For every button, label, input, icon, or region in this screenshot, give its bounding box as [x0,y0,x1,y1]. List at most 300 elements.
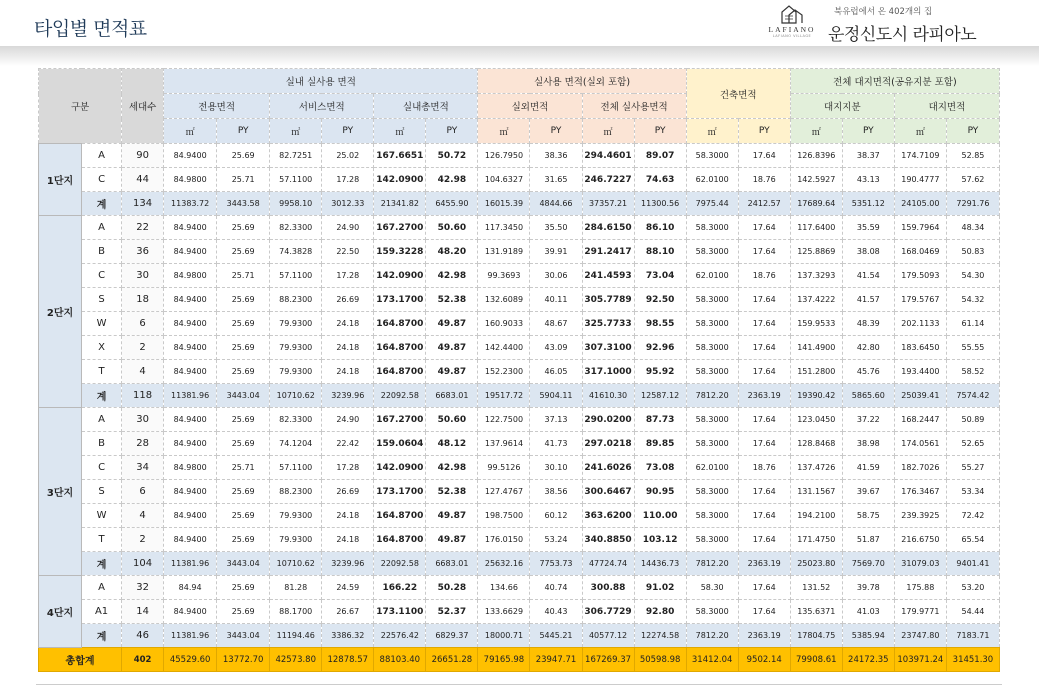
value-cell: 43.09 [530,336,582,360]
table-row [39,480,1000,504]
value-cell: 95.92 [634,360,686,384]
value-cell: 41610.30 [582,384,634,408]
value-cell: 171.4750 [790,528,842,552]
value-cell: 52.85 [946,144,999,168]
value-cell: 22.50 [322,240,374,264]
unit-header: PY [946,119,999,144]
header-group-building: 건축면적 [686,69,790,119]
value-cell: 198.7500 [478,504,530,528]
value-cell: 88.2300 [270,480,322,504]
value-cell: 38.56 [530,480,582,504]
value-cell: 50.72 [426,144,478,168]
value-cell: 35.59 [842,216,894,240]
value-cell: 58.3000 [686,288,738,312]
units-cell: 6 [122,312,164,336]
value-cell: 30.10 [530,456,582,480]
value-cell: 57.1100 [270,168,322,192]
value-cell: 58.3000 [686,432,738,456]
type-cell: S [82,480,122,504]
value-cell: 39.67 [842,480,894,504]
value-cell: 173.1100 [374,600,426,624]
value-cell: 73.08 [634,456,686,480]
value-cell: 164.8700 [374,504,426,528]
value-cell: 2363.19 [738,624,790,648]
value-cell: 159.3228 [374,240,426,264]
grand-total-value: 9502.14 [738,648,790,672]
value-cell: 42.98 [426,264,478,288]
value-cell: 54.44 [946,600,999,624]
value-cell: 48.20 [426,240,478,264]
value-cell: 152.2300 [478,360,530,384]
value-cell: 5445.21 [530,624,582,648]
value-cell: 48.67 [530,312,582,336]
value-cell: 35.50 [530,216,582,240]
type-cell: S [82,288,122,312]
value-cell: 17.64 [738,336,790,360]
value-cell: 17.28 [322,168,374,192]
value-cell: 16015.39 [478,192,530,216]
unit-header: ㎡ [790,119,842,144]
value-cell: 48.12 [426,432,478,456]
value-cell: 37.22 [842,408,894,432]
grand-total-value: 45529.60 [164,648,217,672]
value-cell: 325.7733 [582,312,634,336]
table-row [39,336,1000,360]
value-cell: 5904.11 [530,384,582,408]
value-cell: 72.42 [946,504,999,528]
value-cell: 317.1000 [582,360,634,384]
value-cell: 58.30 [686,576,738,600]
value-cell: 17.64 [738,288,790,312]
value-cell: 58.3000 [686,504,738,528]
value-cell: 21341.82 [374,192,426,216]
value-cell: 49.87 [426,504,478,528]
value-cell: 25.69 [217,480,270,504]
subtotal-row [39,552,1000,576]
table-body [39,144,1000,672]
value-cell: 50.60 [426,408,478,432]
value-cell: 25.69 [217,600,270,624]
table-row [39,168,1000,192]
type-cell: C [82,456,122,480]
value-cell: 84.94 [164,576,217,600]
value-cell: 137.3293 [790,264,842,288]
value-cell: 17.64 [738,504,790,528]
value-cell: 7812.20 [686,384,738,408]
value-cell: 294.4601 [582,144,634,168]
value-cell: 3443.04 [217,552,270,576]
value-cell: 300.6467 [582,480,634,504]
value-cell: 58.3000 [686,240,738,264]
value-cell: 24.59 [322,576,374,600]
value-cell: 25.69 [217,528,270,552]
value-cell: 84.9400 [164,216,217,240]
value-cell: 25.69 [217,288,270,312]
value-cell: 7812.20 [686,552,738,576]
value-cell: 79.9300 [270,528,322,552]
units-cell: 134 [122,192,164,216]
value-cell: 84.9800 [164,168,217,192]
value-cell: 17.64 [738,216,790,240]
value-cell: 135.6371 [790,600,842,624]
value-cell: 40577.12 [582,624,634,648]
value-cell: 37.13 [530,408,582,432]
value-cell: 98.55 [634,312,686,336]
value-cell: 164.8700 [374,336,426,360]
value-cell: 86.10 [634,216,686,240]
value-cell: 25.69 [217,360,270,384]
value-cell: 24.90 [322,216,374,240]
value-cell: 82.3300 [270,216,322,240]
value-cell: 17804.75 [790,624,842,648]
table-row [39,600,1000,624]
value-cell: 6683.01 [426,552,478,576]
table-row [39,504,1000,528]
value-cell: 84.9400 [164,432,217,456]
units-cell: 46 [122,624,164,648]
value-cell: 18.76 [738,456,790,480]
value-cell: 79.9300 [270,504,322,528]
value-cell: 37357.21 [582,192,634,216]
value-cell: 99.5126 [478,456,530,480]
value-cell: 17.64 [738,528,790,552]
value-cell: 22092.58 [374,384,426,408]
type-cell: C [82,264,122,288]
value-cell: 25023.80 [790,552,842,576]
value-cell: 84.9400 [164,600,217,624]
value-cell: 39.78 [842,576,894,600]
value-cell: 52.65 [946,432,999,456]
value-cell: 92.80 [634,600,686,624]
block-name: 3단지 [39,408,82,576]
value-cell: 25.69 [217,408,270,432]
value-cell: 25.69 [217,144,270,168]
area-table [38,68,1000,672]
value-cell: 58.3000 [686,360,738,384]
value-cell: 241.6026 [582,456,634,480]
value-cell: 103.12 [634,528,686,552]
units-cell: 2 [122,528,164,552]
value-cell: 24.18 [322,528,374,552]
grand-total-value: 167269.37 [582,648,634,672]
logo-subtext: LAFIANO VILLAGE [772,34,812,38]
table-row [39,576,1000,600]
value-cell: 179.5093 [894,264,946,288]
value-cell: 25.69 [217,432,270,456]
value-cell: 38.36 [530,144,582,168]
value-cell: 74.1204 [270,432,322,456]
value-cell: 179.5767 [894,288,946,312]
value-cell: 17.64 [738,360,790,384]
value-cell: 88.10 [634,240,686,264]
value-cell: 40.11 [530,288,582,312]
value-cell: 24.90 [322,408,374,432]
value-cell: 7753.73 [530,552,582,576]
units-cell: 18 [122,288,164,312]
value-cell: 88.2300 [270,288,322,312]
value-cell: 7569.70 [842,552,894,576]
value-cell: 60.12 [530,504,582,528]
value-cell: 9401.41 [946,552,999,576]
value-cell: 84.9400 [164,336,217,360]
value-cell: 57.1100 [270,264,322,288]
header-band [0,46,1039,66]
value-cell: 43.13 [842,168,894,192]
lafiano-logo [762,4,822,44]
value-cell: 3443.04 [217,624,270,648]
grand-total-value: 24172.35 [842,648,894,672]
value-cell: 25.69 [217,336,270,360]
value-cell: 164.8700 [374,360,426,384]
value-cell: 31079.03 [894,552,946,576]
header-service: 서비스면적 [270,94,374,119]
value-cell: 306.7729 [582,600,634,624]
value-cell: 25039.41 [894,384,946,408]
grand-total-value: 31412.04 [686,648,738,672]
type-cell: T [82,528,122,552]
value-cell: 202.1133 [894,312,946,336]
value-cell: 52.37 [426,600,478,624]
unit-header: PY [738,119,790,144]
grand-total-value: 103971.24 [894,648,946,672]
value-cell: 62.0100 [686,168,738,192]
value-cell: 104.6327 [478,168,530,192]
value-cell: 167.2700 [374,408,426,432]
value-cell: 79.9300 [270,360,322,384]
value-cell: 73.04 [634,264,686,288]
value-cell: 126.7950 [478,144,530,168]
value-cell: 50.83 [946,240,999,264]
value-cell: 131.52 [790,576,842,600]
value-cell: 141.4900 [790,336,842,360]
units-cell: 118 [122,384,164,408]
value-cell: 2363.19 [738,552,790,576]
value-cell: 24.18 [322,504,374,528]
value-cell: 24.18 [322,312,374,336]
header-indoor-total: 실내총면적 [374,94,478,119]
value-cell: 53.34 [946,480,999,504]
value-cell: 58.52 [946,360,999,384]
value-cell: 82.3300 [270,408,322,432]
value-cell: 3239.96 [322,552,374,576]
value-cell: 92.50 [634,288,686,312]
type-cell: A1 [82,600,122,624]
value-cell: 49.87 [426,360,478,384]
value-cell: 58.3000 [686,600,738,624]
type-cell: A [82,216,122,240]
value-cell: 6829.37 [426,624,478,648]
value-cell: 7812.20 [686,624,738,648]
value-cell: 182.7026 [894,456,946,480]
header-land-share: 대지지분 [790,94,894,119]
units-cell: 6 [122,480,164,504]
value-cell: 160.9033 [478,312,530,336]
value-cell: 57.62 [946,168,999,192]
value-cell: 117.6400 [790,216,842,240]
value-cell: 84.9800 [164,264,217,288]
value-cell: 25.69 [217,576,270,600]
page-title: 타입별 면적표 [34,18,147,40]
value-cell: 46.05 [530,360,582,384]
value-cell: 25.71 [217,168,270,192]
value-cell: 7183.71 [946,624,999,648]
value-cell: 117.3450 [478,216,530,240]
value-cell: 176.3467 [894,480,946,504]
value-cell: 307.3100 [582,336,634,360]
units-cell: 90 [122,144,164,168]
value-cell: 300.88 [582,576,634,600]
value-cell: 84.9400 [164,360,217,384]
value-cell: 17.64 [738,432,790,456]
value-cell: 142.0900 [374,264,426,288]
table-row [39,288,1000,312]
project-name: 운정신도시 라피아노 [828,25,977,45]
value-cell: 25.69 [217,240,270,264]
units-cell: 30 [122,408,164,432]
header-gubun: 구분 [39,69,122,144]
value-cell: 49.87 [426,312,478,336]
value-cell: 3443.04 [217,384,270,408]
value-cell: 7291.76 [946,192,999,216]
value-cell: 18000.71 [478,624,530,648]
value-cell: 48.39 [842,312,894,336]
value-cell: 58.75 [842,504,894,528]
value-cell: 11381.96 [164,552,217,576]
value-cell: 84.9400 [164,528,217,552]
grand-total-value: 31451.30 [946,648,999,672]
value-cell: 133.6629 [478,600,530,624]
type-cell: 계 [82,624,122,648]
value-cell: 305.7789 [582,288,634,312]
value-cell: 183.6450 [894,336,946,360]
grand-total-value: 23947.71 [530,648,582,672]
value-cell: 284.6150 [582,216,634,240]
value-cell: 30.06 [530,264,582,288]
value-cell: 159.0604 [374,432,426,456]
value-cell: 7975.44 [686,192,738,216]
value-cell: 11300.56 [634,192,686,216]
grand-total-value: 13772.70 [217,648,270,672]
value-cell: 99.3693 [478,264,530,288]
value-cell: 17.64 [738,576,790,600]
value-cell: 134.66 [478,576,530,600]
value-cell: 45.76 [842,360,894,384]
value-cell: 175.88 [894,576,946,600]
grand-total-value: 26651.28 [426,648,478,672]
grand-total-value: 42573.80 [270,648,322,672]
grand-total-units: 402 [122,648,164,672]
value-cell: 54.30 [946,264,999,288]
table-row [39,528,1000,552]
value-cell: 58.3000 [686,480,738,504]
value-cell: 5385.94 [842,624,894,648]
value-cell: 40.43 [530,600,582,624]
type-cell: 계 [82,192,122,216]
value-cell: 3443.58 [217,192,270,216]
value-cell: 25.69 [217,312,270,336]
table-row [39,408,1000,432]
value-cell: 10710.62 [270,552,322,576]
value-cell: 26.69 [322,480,374,504]
value-cell: 90.95 [634,480,686,504]
value-cell: 123.0450 [790,408,842,432]
value-cell: 11381.96 [164,624,217,648]
value-cell: 176.0150 [478,528,530,552]
unit-header: ㎡ [478,119,530,144]
unit-header: PY [217,119,270,144]
value-cell: 17.64 [738,600,790,624]
value-cell: 84.9800 [164,456,217,480]
value-cell: 42.80 [842,336,894,360]
value-cell: 58.3000 [686,336,738,360]
header-group-actual: 실사용 면적(실외 포함) [478,69,686,94]
value-cell: 40.74 [530,576,582,600]
type-cell: A [82,144,122,168]
value-cell: 38.08 [842,240,894,264]
value-cell: 166.22 [374,576,426,600]
value-cell: 5351.12 [842,192,894,216]
value-cell: 363.6200 [582,504,634,528]
value-cell: 38.98 [842,432,894,456]
value-cell: 38.37 [842,144,894,168]
value-cell: 126.8396 [790,144,842,168]
table-row [39,432,1000,456]
value-cell: 74.63 [634,168,686,192]
value-cell: 167.2700 [374,216,426,240]
value-cell: 241.4593 [582,264,634,288]
value-cell: 6683.01 [426,384,478,408]
value-cell: 41.59 [842,456,894,480]
unit-header: ㎡ [582,119,634,144]
value-cell: 291.2417 [582,240,634,264]
value-cell: 49.87 [426,528,478,552]
value-cell: 62.0100 [686,264,738,288]
value-cell: 92.96 [634,336,686,360]
value-cell: 137.9614 [478,432,530,456]
value-cell: 25.02 [322,144,374,168]
value-cell: 55.27 [946,456,999,480]
type-cell: A [82,408,122,432]
value-cell: 173.1700 [374,480,426,504]
logo-text: LAFIANO [768,25,816,34]
header-units: 세대수 [122,69,164,144]
header-exclusive: 전용면적 [164,94,270,119]
value-cell: 41.73 [530,432,582,456]
value-cell: 26.67 [322,600,374,624]
units-cell: 4 [122,360,164,384]
house-logo-icon [779,4,805,24]
value-cell: 22.42 [322,432,374,456]
table-row [39,240,1000,264]
value-cell: 4844.66 [530,192,582,216]
type-cell: W [82,312,122,336]
header-outdoor: 실외면적 [478,94,582,119]
header-group-land: 전체 대지면적(공유지분 포함) [790,69,999,94]
value-cell: 142.0900 [374,168,426,192]
value-cell: 79.9300 [270,336,322,360]
value-cell: 25.71 [217,456,270,480]
value-cell: 3386.32 [322,624,374,648]
brand-area [762,4,1002,44]
value-cell: 193.4400 [894,360,946,384]
unit-header: PY [530,119,582,144]
subtotal-row [39,192,1000,216]
units-cell: 30 [122,264,164,288]
value-cell: 88.1700 [270,600,322,624]
value-cell: 22092.58 [374,552,426,576]
value-cell: 58.3000 [686,312,738,336]
value-cell: 110.00 [634,504,686,528]
